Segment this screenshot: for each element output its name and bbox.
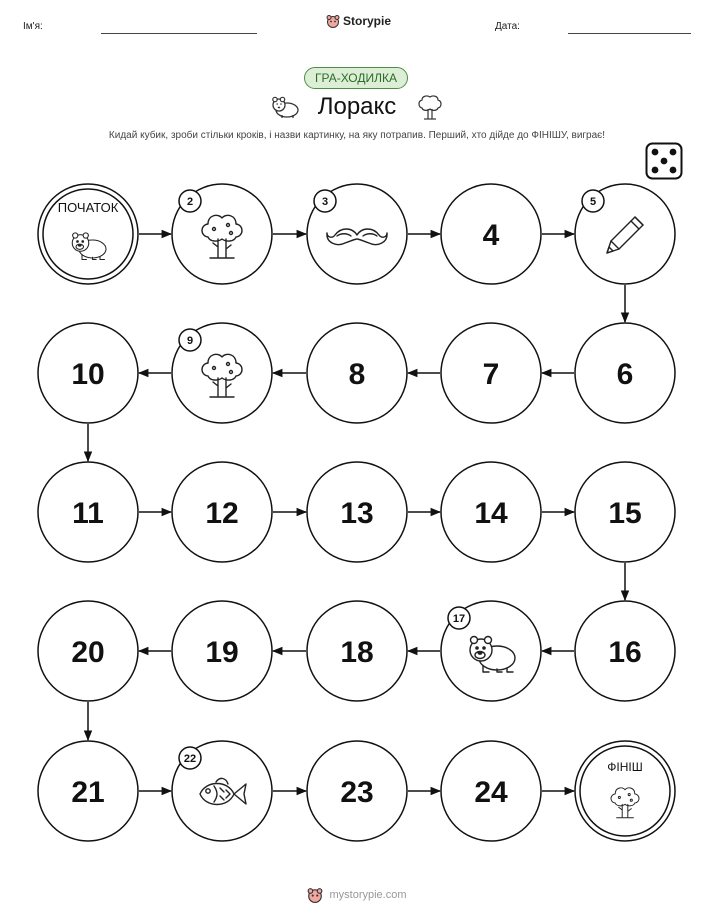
cell-number: 19	[205, 636, 239, 669]
board-cell	[172, 741, 272, 841]
board-cell	[307, 462, 407, 562]
cell-number: 18	[340, 636, 374, 669]
storypie-icon	[307, 887, 323, 903]
board-cell	[307, 601, 407, 701]
board-cell	[575, 323, 675, 423]
cell-number-badge	[179, 190, 201, 212]
board-cell	[575, 601, 675, 701]
cell-number-badge	[582, 190, 604, 212]
cell-number: 11	[72, 497, 104, 530]
cell-number-badge	[448, 607, 470, 629]
board-cell	[441, 184, 541, 284]
board-cell	[441, 462, 541, 562]
board-cell	[307, 741, 407, 841]
cell-number: 15	[608, 497, 642, 530]
board-cell	[307, 184, 407, 284]
board-cell	[172, 184, 272, 284]
cell-number: 14	[474, 497, 508, 530]
cell-number: 12	[205, 497, 239, 530]
board-cell	[441, 741, 541, 841]
board-cell	[38, 462, 138, 562]
board-cell	[38, 601, 138, 701]
svg-text:17: 17	[452, 613, 466, 625]
board-cell	[441, 323, 541, 423]
svg-text:22: 22	[183, 753, 197, 765]
cell-number-badge	[179, 747, 201, 769]
cell-number-badge	[179, 329, 201, 351]
board-cell	[38, 323, 138, 423]
cell-number: 6	[616, 358, 634, 391]
svg-text:2: 2	[186, 196, 194, 208]
finish-cell	[575, 741, 675, 841]
board-cell	[172, 462, 272, 562]
board-cell	[575, 184, 675, 284]
cell-number: 8	[348, 358, 366, 391]
cell-number: 20	[71, 636, 105, 669]
instructions: Кидай кубик, зроби стільки кроків, і назви картинку, на яку потрапив. Перший, хто дійде до ФІНІШУ, виграє!	[108, 130, 606, 141]
board-cell	[38, 741, 138, 841]
brand-name: Storypie	[343, 14, 392, 28]
footer	[0, 887, 714, 903]
cell-number: 16	[608, 636, 642, 669]
board-cell	[441, 601, 541, 701]
cell-number-badge	[314, 190, 336, 212]
name-label: Ім'я:	[23, 21, 43, 32]
finish-label: ФІНІШ	[607, 760, 643, 774]
cell-number: 24	[474, 776, 508, 809]
board-cell	[172, 601, 272, 701]
date-label: Дата:	[495, 21, 520, 32]
footer-site[interactable]: mystorypie.com	[329, 889, 407, 901]
cell-number: 10	[71, 358, 105, 391]
cell-number: 23	[340, 776, 374, 809]
start-label: ПОЧАТОК	[57, 200, 119, 215]
cell-number: 7	[482, 358, 500, 391]
page-title: Лоракс	[317, 93, 397, 120]
cell-number: 4	[482, 219, 500, 252]
cell-number: 13	[340, 497, 374, 530]
board-cell	[575, 462, 675, 562]
svg-text:9: 9	[186, 335, 194, 347]
svg-text:5: 5	[589, 196, 597, 208]
cell-number: 21	[71, 776, 105, 809]
board-cell	[172, 323, 272, 423]
start-cell	[38, 184, 138, 284]
game-type-badge: ГРА-ХОДИЛКА	[304, 67, 408, 89]
svg-text:3: 3	[321, 196, 329, 208]
board-cell	[307, 323, 407, 423]
